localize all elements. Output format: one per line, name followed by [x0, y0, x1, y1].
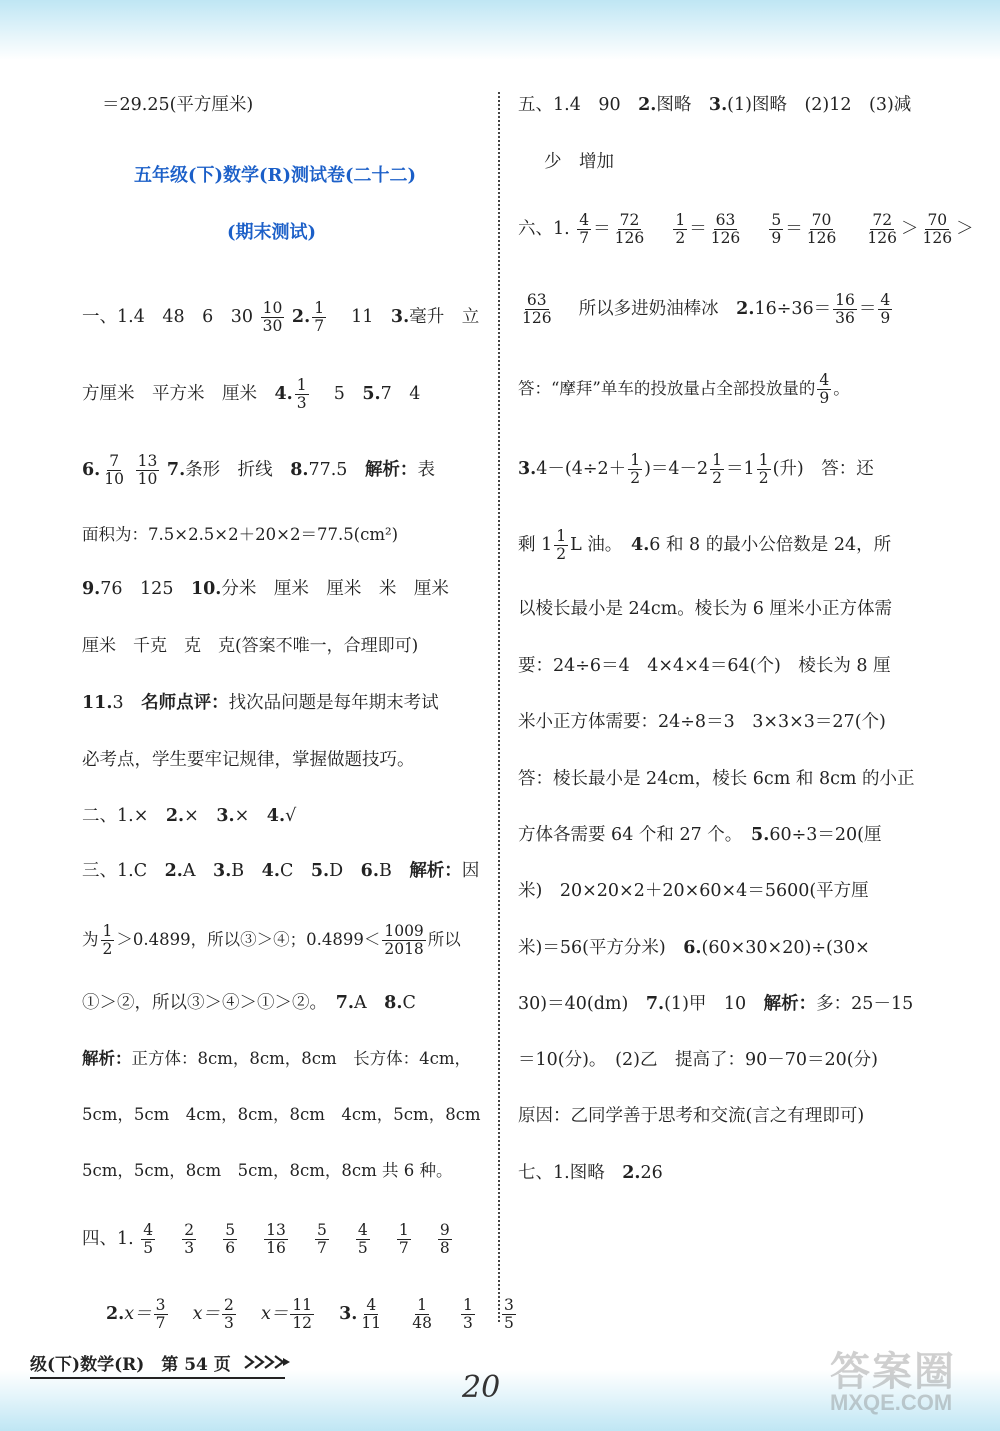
- test-title: 五年级(下)数学(R)测试卷(二十二): [134, 165, 417, 186]
- fraction: $\frac{2}{3}$: [184, 1221, 195, 1257]
- answer-line: 要：24÷6＝4 4×4×4＝64(个) 棱长为 8 厘: [518, 656, 891, 676]
- answer-line: 七、1.图略 2.26: [518, 1163, 663, 1183]
- answer-line: 五、1.4 90 2.图略 3.(1)图略 (2)12 (3)减: [518, 95, 912, 115]
- fraction: $\frac{2}{3}$: [223, 1296, 234, 1332]
- fraction: $\frac{4}{7}$: [579, 211, 590, 247]
- answer-line: 六、1. $\frac{4}{7}$ ＝ $\frac{72}{126}$ $\frac{1}{2}$ ＝ $\frac{63}{126}$ $\frac{5}{9}$ ＝ $\frac{70}{126}$ $\frac{72}{126}$ ＞ $\frac{70}{126}$ ＞: [518, 211, 974, 247]
- answer-line: 3.4－(4÷2＋ $\frac{1}{2}$ )＝4－2 $\frac{1}{2}$ ＝1 $\frac{1}{2}$ (升) 答：还: [518, 451, 874, 487]
- fraction: $\frac{4}{9}$: [880, 291, 891, 327]
- fraction: $\frac{70}{126}$: [922, 211, 953, 247]
- fraction: $\frac{4}{11}$: [361, 1296, 382, 1332]
- fraction: $\frac{5}{9}$: [771, 211, 782, 247]
- answer-line: 5cm，5cm 4cm，8cm，8cm 4cm，5cm，8cm: [82, 1105, 481, 1124]
- answer-line: 米) 20×20×2＋20×60×4＝5600(平方厘: [518, 881, 869, 901]
- fraction: $\frac{3}{7}$: [155, 1296, 166, 1332]
- top-decor-band: [0, 0, 1000, 60]
- answer-line: 6. $\frac{7}{10}$ $\frac{13}{10}$ 7.条形 折线 8.77.5 解析：表: [82, 452, 435, 488]
- fraction: $\frac{1}{7}$: [314, 299, 325, 335]
- answer-line: 面积为：7.5×2.5×2＋20×2＝77.5(cm²): [82, 525, 399, 544]
- fraction: $\frac{13}{16}$: [266, 1221, 286, 1257]
- fraction: $\frac{10}{30}$: [262, 299, 283, 335]
- fraction: $\frac{1009}{2018}$: [384, 922, 424, 958]
- answer-line: 剩 1 $\frac{1}{2}$ L 油。 4.6 和 8 的最小公倍数是 24，所: [518, 527, 892, 563]
- fraction: $\frac{72}{126}$: [867, 211, 898, 247]
- fraction: $\frac{9}{8}$: [439, 1221, 450, 1257]
- arrow-icon: [243, 1354, 291, 1375]
- fraction: $\frac{72}{126}$: [614, 211, 645, 247]
- fraction: $\frac{63}{126}$: [522, 291, 552, 327]
- fraction: $\frac{7}{10}$: [104, 452, 125, 488]
- answer-line: 以棱长最小是 24cm。棱长为 6 厘米小正方体需: [518, 599, 892, 619]
- fraction: $\frac{5}{6}$: [225, 1221, 236, 1257]
- answer-line: 为 $\frac{1}{2}$ ＞0.4899，所以③＞④；0.4899＜ $\frac{1009}{2018}$ 所以: [82, 922, 461, 958]
- handwritten-page-mark: 20: [462, 1370, 501, 1405]
- fraction: $\frac{16}{36}$: [835, 291, 855, 327]
- fraction: $\frac{1}{2}$: [758, 451, 769, 487]
- column-divider: [498, 92, 500, 1322]
- fraction: $\frac{1}{2}$: [675, 211, 686, 247]
- fraction: $\frac{4}{5}$: [357, 1221, 368, 1257]
- footer-rule: [30, 1377, 285, 1379]
- fraction: $\frac{1}{2}$: [630, 451, 641, 487]
- fraction: $\frac{1}{2}$: [556, 527, 567, 563]
- fraction: $\frac{70}{126}$: [806, 211, 837, 247]
- footer-label: 级(下)数学(R) 第 54 页: [30, 1355, 231, 1375]
- watermark-top: 答案圈: [830, 1348, 956, 1395]
- answer-line: ＝29.25(平方厘米): [102, 95, 254, 115]
- fraction: $\frac{5}{7}$: [316, 1221, 327, 1257]
- fraction: $\frac{1}{7}$: [398, 1221, 409, 1257]
- fraction: $\frac{4}{9}$: [819, 371, 830, 407]
- answer-line: 2.x＝ $\frac{3}{7}$ x＝ $\frac{2}{3}$ x＝ $\frac{11}{12}$ 3. $\frac{4}{11}$ $\frac{1}{48}$ $\frac{1}{3}$ $\frac{3}{5}$: [106, 1296, 514, 1332]
- answer-line: 5cm，5cm，8cm 5cm，8cm，8cm 共 6 种。: [82, 1161, 453, 1180]
- answer-line: 答：“摩拜”单车的投放量占全部投放量的 $\frac{4}{9}$ 。: [518, 371, 850, 407]
- fraction: $\frac{1}{3}$: [296, 376, 307, 412]
- answer-line: 方体各需要 64 个和 27 个。 5.60÷3＝20(厘: [518, 825, 882, 845]
- answer-line: 解析：正方体：8cm，8cm，8cm 长方体：4cm，: [82, 1049, 472, 1068]
- fraction: $\frac{3}{5}$: [503, 1296, 514, 1332]
- answer-line: ①＞②，所以③＞④＞①＞②。 7.A 8.C: [82, 993, 416, 1013]
- answer-line: 9.76 125 10.分米 厘米 厘米 米 厘米: [82, 579, 449, 599]
- answer-line: 少 增加: [544, 152, 614, 172]
- answer-line: 30)＝40(dm) 7.(1)甲 10 解析：多：25－15: [518, 994, 914, 1014]
- test-subtitle: (期末测试): [227, 222, 317, 243]
- answer-line: 11.3 名师点评：找次品问题是每年期末考试: [82, 693, 439, 713]
- answer-line: 三、1.C 2.A 3.B 4.C 5.D 6.B 解析：因: [82, 861, 480, 881]
- fraction: $\frac{13}{10}$: [137, 452, 158, 488]
- answer-line: 四、1. $\frac{4}{5}$ $\frac{2}{3}$ $\frac{5}{6}$ $\frac{13}{16}$ $\frac{5}{7}$ $\frac{4}{5}$ $\frac{1}{7}$ $\frac{9}{8}$: [82, 1221, 450, 1257]
- fraction: $\frac{4}{5}$: [143, 1221, 154, 1257]
- answer-line: $\frac{63}{126}$ 所以多进奶油棒冰 2.16÷36＝ $\frac{16}{36}$ ＝ $\frac{4}{9}$: [522, 291, 891, 327]
- fraction: $\frac{1}{3}$: [463, 1296, 473, 1332]
- answer-line: 原因：乙同学善于思考和交流(言之有理即可): [518, 1106, 865, 1126]
- fraction: $\frac{63}{126}$: [710, 211, 741, 247]
- answer-line: 米)＝56(平方分米) 6.(60×30×20)÷(30×: [518, 938, 870, 958]
- fraction: $\frac{1}{2}$: [712, 451, 723, 487]
- answer-line: 必考点，学生要牢记规律，掌握做题技巧。: [82, 750, 415, 770]
- answer-line: 答：棱长最小是 24cm，棱长 6cm 和 8cm 的小正: [518, 769, 915, 789]
- answer-line: 米小正方体需要：24÷8＝3 3×3×3＝27(个): [518, 712, 886, 732]
- answer-line: 一、1.4 48 6 30 $\frac{10}{30}$ 2. $\frac{1}{7}$ 11 3.毫升 立: [82, 299, 480, 335]
- fraction: $\frac{1}{2}$: [102, 922, 113, 958]
- fraction: $\frac{1}{48}$: [412, 1296, 432, 1332]
- answer-line: 二、1.× 2.× 3.× 4.√: [82, 806, 297, 826]
- page-footer: [30, 1350, 291, 1375]
- fraction: $\frac{11}{12}$: [292, 1296, 313, 1332]
- watermark-logo: [830, 1340, 980, 1420]
- answer-line: ＝10(分)。 (2)乙 提高了：90－70＝20(分): [518, 1050, 878, 1070]
- watermark-bottom: MXQE.COM: [830, 1390, 953, 1415]
- answer-line: 方厘米 平方米 厘米 4. $\frac{1}{3}$ 5 5.7 4: [82, 376, 421, 412]
- answer-line: 厘米 千克 克 克(答案不唯一，合理即可): [82, 636, 419, 656]
